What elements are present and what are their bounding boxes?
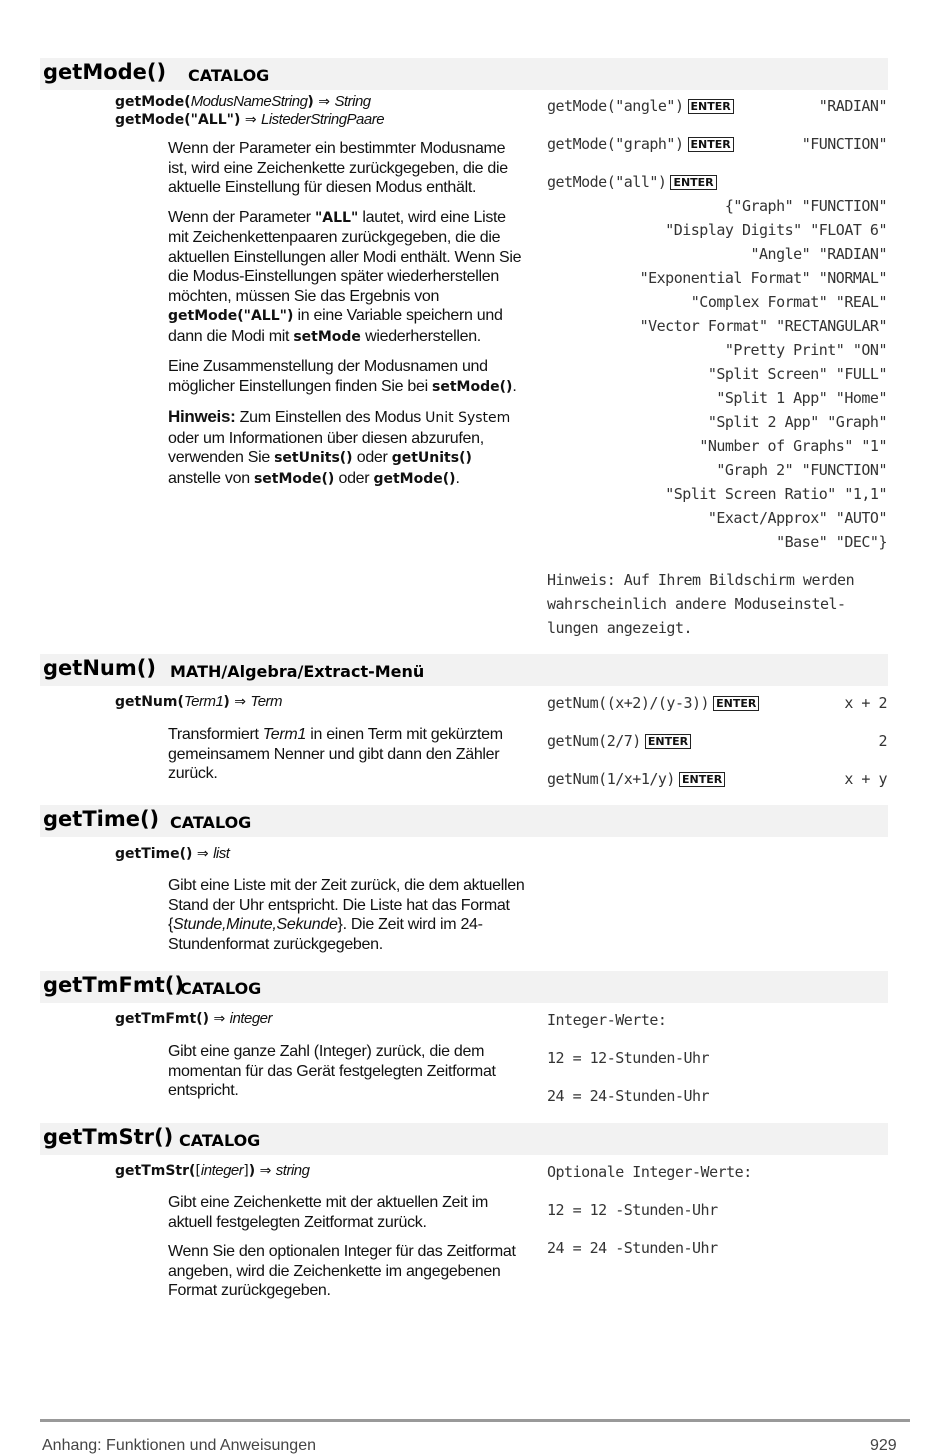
syntax-return: integer — [229, 1010, 273, 1027]
example-line: Optionale Integer-Werte: — [547, 1163, 752, 1181]
note-line: Hinweis: Auf Ihrem Bildschirm werden — [547, 571, 855, 589]
mode-name: Unit System — [425, 410, 511, 426]
example-result: x + y — [844, 770, 887, 788]
example-result: x + 2 — [844, 694, 887, 712]
note-label: Hinweis: — [168, 407, 236, 426]
function-category: CATALOG — [179, 1131, 261, 1150]
bracket-close: ] — [243, 1163, 249, 1179]
example-line: 24 = 24-Stunden-Uhr — [547, 1087, 710, 1105]
text: lautet, wird eine Liste mit Zeichenkettenpaaren zurückgegeben, die die aktuellen Einstellungen aller Modi enthält. Wenn Sie die Modus-Einstellungen später wiederherstellen möchten, müssen Sie das Ergebnis von — [168, 208, 522, 305]
result-line: "Split 2 App" "Graph" — [707, 413, 887, 431]
description — [168, 876, 528, 964]
example-row — [547, 732, 887, 756]
footer-divider — [40, 1419, 910, 1422]
code-text: setMode — [293, 328, 361, 345]
result-line: "Pretty Print" "ON" — [724, 341, 887, 359]
code-text: setMode() — [253, 470, 335, 487]
paragraph — [168, 208, 528, 348]
example-line: Integer-Werte: — [547, 1011, 667, 1029]
paragraph — [168, 357, 528, 397]
arrow-icon: ⇒ — [259, 1163, 272, 1179]
paragraph — [168, 407, 528, 489]
code-text: getUnits() — [391, 450, 472, 466]
syntax-line — [115, 693, 282, 711]
function-category: CATALOG — [170, 813, 252, 832]
syntax-return: list — [213, 845, 230, 862]
section-header-gettmstr — [40, 1123, 888, 1155]
example-line: 12 = 12-Stunden-Uhr — [547, 1049, 710, 1067]
bracket-open: [ — [195, 1163, 201, 1179]
paragraph: Gibt eine ganze Zahl (Integer) zurück, die dem momentan für das Gerät festgelegten Zeitformat entspricht. — [168, 1043, 496, 1099]
arrow-icon: ⇒ — [234, 694, 246, 710]
arrow-icon: ⇒ — [244, 112, 257, 128]
code-text: getMode("ALL") — [168, 308, 294, 324]
text: Transformiert — [168, 726, 263, 743]
syntax-arg: Term1 — [183, 693, 224, 710]
syntax-return: Term — [250, 693, 283, 710]
code-text: getMode() — [373, 470, 456, 487]
text: }. Die Zeit wird im 24-Stundenformat zurückgegeben. — [168, 916, 483, 953]
text: Eine Zusammenstellung der Modusnamen und möglicher Einstellungen finden Sie bei — [168, 358, 488, 395]
text: . — [455, 469, 460, 487]
function-name: getTmFmt() — [43, 973, 184, 997]
result-line: "Complex Format" "REAL" — [690, 293, 887, 311]
description — [168, 1042, 528, 1111]
enter-key-icon: ENTER — [645, 734, 691, 749]
function-name: getTmStr() — [43, 1125, 174, 1149]
example-input: getMode("angle") — [547, 97, 684, 115]
arrow-icon: ⇒ — [318, 94, 330, 110]
syntax-line — [115, 93, 371, 111]
code-text: "ALL" — [314, 209, 359, 226]
result-line: "Number of Graphs" "1" — [699, 437, 887, 455]
syntax-line — [115, 1162, 309, 1180]
result-line: "Split 1 App" "Home" — [716, 389, 887, 407]
page-number: 929 — [870, 1437, 897, 1454]
result-line: "Angle" "RADIAN" — [750, 245, 887, 263]
enter-key-icon: ENTER — [713, 696, 759, 711]
syntax-fn: getMode( — [115, 94, 191, 110]
function-name: getMode() — [43, 60, 167, 84]
example-row — [547, 97, 887, 121]
syntax-line — [115, 1010, 272, 1028]
syntax-close: ) — [233, 112, 241, 128]
text: . — [512, 377, 517, 395]
example-line: 24 = 24 -Stunden-Uhr — [547, 1239, 718, 1257]
example-input: getMode("all") — [547, 173, 667, 191]
example-result: "FUNCTION" — [801, 135, 887, 153]
text: in einen Term mit gekürztem gemeinsamem Nenner und gibt dann den Zähler zurück. — [168, 726, 503, 782]
result-line: "Display Digits" "FLOAT 6" — [665, 221, 887, 239]
syntax-fn: getMode("ALL" — [115, 112, 234, 128]
syntax-fn: getTmFmt() — [115, 1011, 209, 1027]
result-line: "Exact/Approx" "AUTO" — [707, 509, 887, 527]
function-category: MATH/Algebra/Extract-Menü — [170, 662, 425, 681]
footer-title: Anhang: Funktionen und Anweisungen — [42, 1437, 316, 1454]
section-header-gettmfmt — [40, 971, 888, 1003]
example-input: getMode("graph") — [547, 135, 684, 153]
text: oder — [334, 469, 374, 487]
text: Zum Einstellen des Modus — [235, 409, 426, 426]
enter-key-icon: ENTER — [688, 137, 734, 152]
example-line: 12 = 12 -Stunden-Uhr — [547, 1201, 718, 1219]
arrow-icon: ⇒ — [213, 1011, 226, 1027]
text: oder — [352, 449, 392, 466]
example-input: getNum((x+2)/(y-3)) — [547, 694, 710, 712]
example-row — [547, 135, 887, 159]
description — [168, 139, 528, 499]
syntax-fn: getTime() — [115, 846, 193, 862]
result-line: "Base" "DEC"} — [776, 533, 887, 551]
section-header-getmode — [40, 58, 888, 90]
text: wiederherstellen. — [360, 327, 481, 345]
text: Gibt eine Liste mit der Zeit zurück, die dem aktuellen Stand der Uhr entspricht. Die Liste hat das Format { — [168, 877, 525, 933]
paragraph: Gibt eine Zeichenkette mit der aktuellen Zeit im aktuell festgelegten Zeitformat zurück. — [168, 1194, 488, 1231]
enter-key-icon: ENTER — [670, 175, 716, 190]
syntax-fn: getNum( — [115, 694, 184, 710]
syntax-arg: ModusNameString — [190, 93, 308, 110]
result-line: "Exponential Format" "NORMAL" — [639, 269, 887, 287]
result-line: "Split Screen Ratio" "1,1" — [665, 485, 887, 503]
function-category: CATALOG — [188, 66, 270, 85]
syntax-line — [115, 845, 229, 863]
example-input: getNum(1/x+1/y) — [547, 770, 675, 788]
function-name: getTime() — [43, 807, 160, 831]
example-row — [547, 694, 887, 718]
syntax-close: ) — [223, 694, 230, 710]
code-text: setUnits() — [274, 450, 353, 466]
arg-text: Stunde,Minute,Sekunde — [173, 916, 338, 933]
text: oder um Informationen über diesen abzurufen, verwenden Sie — [168, 429, 484, 466]
result-line: "Graph 2" "FUNCTION" — [716, 461, 887, 479]
enter-key-icon: ENTER — [688, 99, 734, 114]
example-row — [547, 173, 887, 197]
syntax-line — [115, 111, 384, 129]
syntax-return: ListederStringPaare — [261, 111, 385, 128]
result-line: "Split Screen" "FULL" — [707, 365, 887, 383]
syntax-close: ) — [307, 94, 314, 110]
note-line: lungen angezeigt. — [547, 619, 693, 637]
paragraph — [168, 725, 528, 784]
section-header-gettime — [40, 805, 888, 837]
syntax-return: String — [334, 93, 371, 110]
note-line: wahrscheinlich andere Moduseinstel- — [547, 595, 846, 613]
syntax-fn: getTmStr( — [115, 1163, 196, 1179]
code-text: setMode() — [432, 378, 513, 395]
example-result: "RADIAN" — [818, 97, 887, 115]
enter-key-icon: ENTER — [679, 772, 725, 787]
example-input: getNum(2/7) — [547, 732, 641, 750]
text: anstelle von — [168, 469, 254, 487]
section-header-getnum — [40, 654, 888, 686]
syntax-return: string — [275, 1162, 310, 1179]
paragraph: Wenn Sie den optionalen Integer für das Zeitformat angeben, wird die Zeichenkette im angegebenen Format zurückgegeben. — [168, 1243, 516, 1299]
arg-text: Term1 — [262, 726, 307, 743]
description — [168, 1193, 528, 1311]
description — [168, 725, 528, 794]
syntax-close: ) — [248, 1163, 256, 1179]
paragraph — [168, 876, 528, 954]
paragraph: Wenn der Parameter ein bestimmter Modusname ist, wird eine Zeichenkette zurückgegeben, die die aktuelle Einstellung für diesen Modus enthält. — [168, 140, 508, 196]
example-row — [547, 770, 887, 794]
arrow-icon: ⇒ — [196, 846, 209, 862]
text: in eine Variable speichern und dann die Modi mit — [168, 307, 503, 345]
function-category: CATALOG — [180, 979, 262, 998]
function-name: getNum() — [43, 656, 156, 680]
result-line: {"Graph" "FUNCTION" — [724, 197, 887, 215]
text: Wenn der Parameter — [168, 208, 315, 226]
result-line: "Vector Format" "RECTANGULAR" — [639, 317, 887, 335]
example-result: 2 — [878, 732, 887, 750]
syntax-arg: integer — [200, 1162, 244, 1179]
